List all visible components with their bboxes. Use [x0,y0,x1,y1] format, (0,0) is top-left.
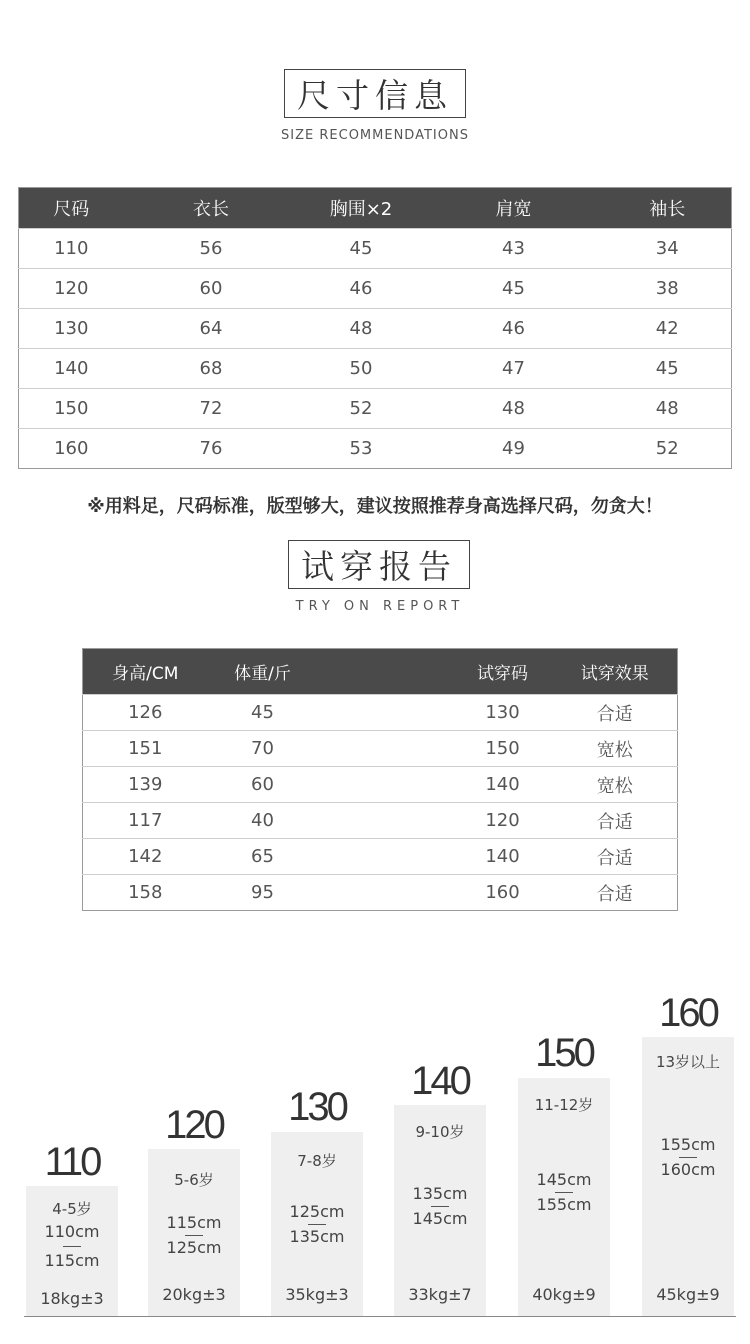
size-table-header-row [19,188,732,229]
bar-size-label: 160 [659,991,717,1035]
header-sleeve: 袖长 [604,188,732,229]
cell-shoulder: 49 [424,429,604,469]
cell-spacer [318,803,453,839]
bar-height-max: 125cm [166,1238,222,1257]
cell-length: 60 [124,269,299,309]
bar-height-max: 155cm [536,1195,592,1214]
cell-spacer [318,767,453,803]
cell-tryon-effect: 合适 [553,839,678,875]
bar-age: 7-8岁 [297,1152,337,1170]
cell-tryon-size: 140 [453,767,553,803]
header-length: 衣长 [124,188,299,229]
cell-weight: 65 [208,839,318,875]
cell-spacer [318,695,453,731]
cell-size: 160 [19,429,124,469]
bar-weight: 33kg±7 [408,1285,472,1304]
header-tryon-effect: 试穿效果 [553,649,678,695]
bar-height-min: 135cm [412,1184,468,1203]
cell-length: 64 [124,309,299,349]
bar-weight: 45kg±9 [656,1285,720,1304]
size-bar [642,1037,734,1316]
cell-size: 130 [19,309,124,349]
cell-chest: 46 [299,269,424,309]
cell-height: 151 [83,731,208,767]
bar-size-label: 130 [288,1085,346,1129]
cell-chest: 52 [299,389,424,429]
cell-weight: 60 [208,767,318,803]
table-row [19,229,732,269]
tryon-title-box [288,540,470,589]
cell-sleeve: 48 [604,389,732,429]
bar-size-label: 140 [411,1059,469,1103]
cell-shoulder: 46 [424,309,604,349]
cell-tryon-size: 140 [453,839,553,875]
table-row [19,349,732,389]
table-row [83,803,678,839]
cell-length: 68 [124,349,299,389]
cell-height: 117 [83,803,208,839]
bar-height-max: 145cm [412,1209,468,1228]
bar-height-range [518,1168,610,1217]
header-chest: 胸围×2 [299,188,424,229]
cell-shoulder: 43 [424,229,604,269]
bar-age: 11-12岁 [534,1096,594,1114]
size-info-subtitle: SIZE RECOMMENDATIONS [281,128,469,143]
cell-sleeve: 45 [604,349,732,389]
cell-tryon-effect: 合适 [553,875,678,911]
cell-size: 110 [19,229,124,269]
table-row [83,695,678,731]
table-row [19,389,732,429]
bar-size-label: 120 [165,1103,223,1147]
cell-size: 140 [19,349,124,389]
cell-chest: 48 [299,309,424,349]
cell-sleeve: 52 [604,429,732,469]
bar-height-min: 125cm [289,1202,345,1221]
cell-height: 139 [83,767,208,803]
bar-height-range [642,1133,734,1182]
tryon-table [82,648,678,911]
bar-height-min: 115cm [166,1213,222,1232]
cell-height: 126 [83,695,208,731]
cell-length: 72 [124,389,299,429]
cell-tryon-effect: 宽松 [553,731,678,767]
cell-tryon-size: 120 [453,803,553,839]
bar-height-range [148,1211,240,1260]
cell-chest: 50 [299,349,424,389]
bar-age: 4-5岁 [52,1200,92,1218]
header-height: 身高/CM [83,649,208,695]
cell-length: 76 [124,429,299,469]
cell-tryon-effect: 合适 [553,695,678,731]
table-row [83,767,678,803]
table-row [83,731,678,767]
size-bar [271,1132,363,1316]
cell-chest: 53 [299,429,424,469]
cell-shoulder: 48 [424,389,604,429]
bar-height-max: 160cm [660,1160,716,1179]
bar-age: 5-6岁 [174,1171,214,1189]
bar-size-label: 150 [535,1031,593,1075]
bar-weight: 18kg±3 [40,1289,104,1308]
size-bar [394,1105,486,1316]
cell-height: 158 [83,875,208,911]
cell-weight: 70 [208,731,318,767]
header-tryon-size: 试穿码 [453,649,553,695]
cell-tryon-effect: 合适 [553,803,678,839]
table-row [83,875,678,911]
bar-size-label: 110 [44,1140,100,1184]
bar-height-range [394,1182,486,1231]
table-row [83,839,678,875]
cell-tryon-size: 150 [453,731,553,767]
cell-shoulder: 47 [424,349,604,389]
header-spacer [318,649,453,695]
tryon-subtitle: TRY ON REPORT [295,599,465,614]
bar-weight: 20kg±3 [162,1285,226,1304]
bars-baseline [24,1316,736,1317]
size-info-title-box [284,69,466,118]
sizing-notice: ※用料足，尺码标准，版型够大，建议按照推荐身高选择尺码，勿贪大！ [87,496,663,517]
cell-weight: 40 [208,803,318,839]
cell-spacer [318,731,453,767]
header-size: 尺码 [19,188,124,229]
cell-weight: 45 [208,695,318,731]
bar-age: 13岁以上 [655,1053,721,1071]
cell-shoulder: 45 [424,269,604,309]
bar-weight: 40kg±9 [532,1285,596,1304]
table-row [19,309,732,349]
cell-height: 142 [83,839,208,875]
bar-height-min: 110cm [44,1222,100,1241]
bar-height-range [26,1218,118,1275]
cell-spacer [318,875,453,911]
header-weight: 体重/斤 [208,649,318,695]
size-bar [518,1078,610,1316]
size-bar [26,1186,118,1316]
bar-height-min: 145cm [536,1170,592,1189]
cell-size: 120 [19,269,124,309]
cell-length: 56 [124,229,299,269]
tryon-table-header-row [83,649,678,695]
size-bar [148,1149,240,1316]
cell-size: 150 [19,389,124,429]
cell-sleeve: 34 [604,229,732,269]
bar-age: 9-10岁 [415,1123,465,1141]
cell-chest: 45 [299,229,424,269]
table-row [19,269,732,309]
bar-height-max: 135cm [289,1227,345,1246]
cell-sleeve: 42 [604,309,732,349]
cell-weight: 95 [208,875,318,911]
cell-sleeve: 38 [604,269,732,309]
table-row [19,429,732,469]
cell-tryon-effect: 宽松 [553,767,678,803]
bar-height-min: 155cm [660,1135,716,1154]
bar-height-max: 115cm [44,1251,100,1270]
size-table [18,187,732,469]
header-shoulder: 肩宽 [424,188,604,229]
size-info-title: 尺寸信息 [297,76,453,115]
cell-spacer [318,839,453,875]
bar-height-range [271,1200,363,1249]
cell-tryon-size: 160 [453,875,553,911]
bar-weight: 35kg±3 [285,1285,349,1304]
cell-tryon-size: 130 [453,695,553,731]
tryon-title: 试穿报告 [301,547,457,586]
